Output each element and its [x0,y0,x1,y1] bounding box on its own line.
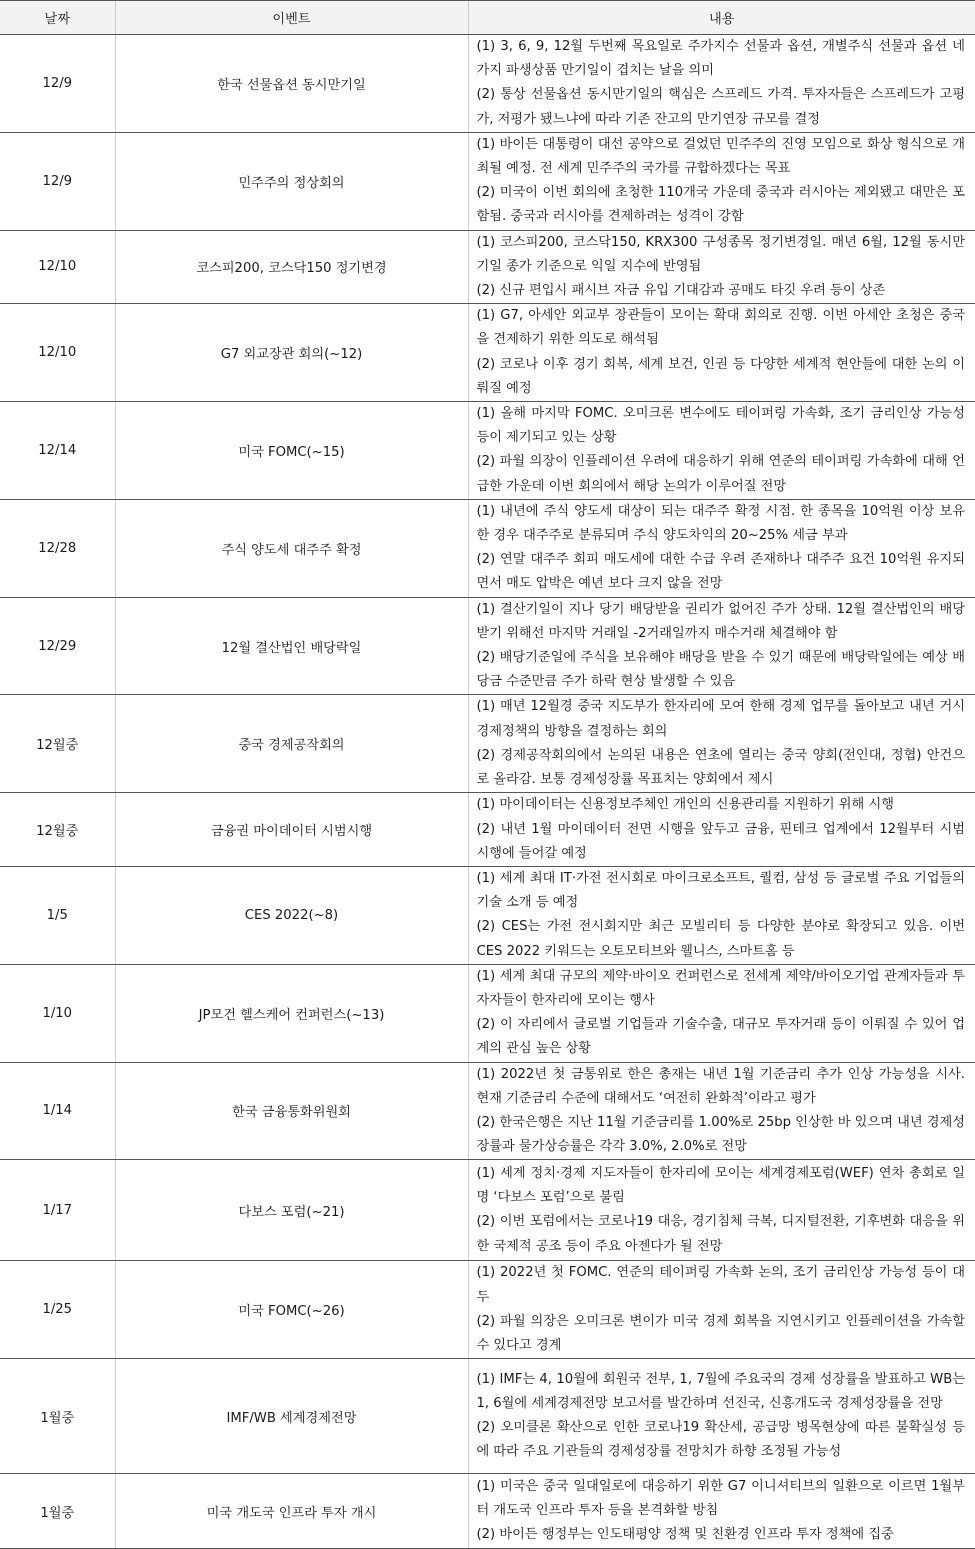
table-row [0,402,975,500]
row-event: 민주주의 정상회의 [115,132,468,230]
content-paragraph: (2) CES는 가전 전시회지만 최근 모빌리티 등 다양한 분야로 확장되고 있음. 이번 CES 2022 키워드는 오토모티브와 웰니스, 스마트홈 등 [476,919,965,959]
content-paragraph: (1) 올해 마지막 FOMC. 오미크론 변수에도 테이퍼링 가속화, 조기 금리인상 가능성 등이 제기되고 있는 상황 [476,406,965,446]
row-date: 12/9 [0,35,115,133]
content-paragraph: (1) 내년에 주식 양도세 대상이 되는 대주주 확정 시점. 한 종목을 10억원 이상 보유한 경우 대주주로 분류되며 주식 양도차익의 20~25% 세금 부과 [476,503,965,544]
table-row [0,1160,975,1261]
row-content [468,304,975,402]
table-row [0,1261,975,1359]
content-paragraph: (1) 매년 12월경 중국 지도부가 한자리에 모여 한해 경제 업무를 돌아보고 내년 거시경제정책의 방향을 결정하는 회의 [476,699,965,739]
row-date: 1/25 [0,1261,115,1359]
table-row [0,230,975,304]
content-paragraph: (2) 코로나 이후 경기 회복, 세계 보건, 인권 등 다양한 세계적 현안들에 대한 논의 이뤄질 예정 [476,356,965,396]
row-date: 12/14 [0,402,115,500]
row-date: 12/10 [0,230,115,304]
table-body [0,35,975,1549]
row-event: 금융권 마이데이터 시범시행 [115,793,468,867]
table-row [0,964,975,1062]
row-content [468,1359,975,1474]
content-paragraph: (2) 파월 의장은 오미크론 변이가 미국 경제 회복을 지연시키고 인플레이션을 가속할 수 있다고 경계 [476,1313,965,1353]
row-date: 12/10 [0,304,115,402]
row-content [468,1160,975,1261]
row-content [468,964,975,1062]
content-paragraph: (2) 배당기준일에 주식을 보유해야 배당을 받을 수 있기 때문에 배당락일에는 예상 배당금 수준만큼 주가 하락 현상 발생할 수 있음 [476,650,965,690]
row-event: 미국 FOMC(~26) [115,1261,468,1359]
row-content [468,695,975,793]
content-paragraph: (1) 바이든 대통령이 대선 공약으로 걸었던 민주주의 진영 모임으로 화상 형식으로 개최될 예정. 전 세계 민주주의 국가를 규합하겠다는 목표 [476,136,965,177]
table-row [0,1359,975,1474]
row-content [468,499,975,597]
row-event: 한국 선물옵션 동시만기일 [115,35,468,133]
row-event: 미국 개도국 인프라 투자 개시 [115,1474,468,1549]
row-content [468,230,975,304]
content-paragraph: (2) 이번 포럼에서는 코로나19 대응, 경기침체 극복, 디지털전환, 기후변화 대응을 위한 국제적 공조 등이 주요 아젠다가 될 전망 [476,1214,965,1254]
row-date: 1/14 [0,1062,115,1160]
content-paragraph: (1) 마이데이터는 신용정보주체인 개인의 신용관리를 지원하기 위해 시행 [476,797,894,813]
header-event: 이벤트 [115,1,468,35]
content-paragraph: (1) 결산기일이 지나 당기 배당받을 권리가 없어진 주가 상태. 12월 결산법인의 배당 받기 위해선 마지막 거래일 -2거래일까지 매수거래 체결해야 함 [476,601,965,641]
row-event: CES 2022(~8) [115,866,468,964]
row-date: 12/29 [0,597,115,695]
row-date: 1/10 [0,964,115,1062]
row-date: 12월중 [0,695,115,793]
content-paragraph: (2) 이 자리에서 글로벌 기업들과 기술수출, 대규모 투자거래 등이 이뤄질 수 있어 업계의 관심 높은 상황 [476,1017,965,1057]
content-paragraph: (2) 연말 대주주 회피 매도세에 대한 수급 우려 존재하나 대주주 요건 10억원 유지되면서 매도 압박은 예년 보다 크지 않을 전망 [476,552,965,592]
content-paragraph: (2) 오미클론 확산으로 인한 코로나19 확산세, 공급망 병목현상에 따른 불확실성 등에 따라 주요 기관들의 경제성장률 전망치가 하향 조정될 가능성 [476,1420,965,1460]
content-paragraph: (2) 한국은행은 지난 11월 기준금리를 1.00%로 25bp 인상한 바 있으며 내년 경제성장률과 물가상승률은 각각 3.0%, 2.0%로 전망 [476,1114,965,1155]
content-paragraph: (1) 2022년 첫 FOMC. 연준의 테이퍼링 가속화 논의, 조기 금리인상 가능성 등이 대두 [476,1265,965,1305]
content-paragraph: (2) 파월 의장이 인플레이션 우려에 대응하기 위해 연준의 테이퍼링 가속화에 대해 언급한 가운데 이번 회의에서 해당 논의가 이루어질 전망 [476,454,965,494]
row-content [468,1474,975,1549]
content-paragraph: (1) 3, 6, 9, 12월 두번째 목요일로 주가지수 선물과 옵션, 개별주식 선물과 옵션 네가지 파생상품 만기일이 겹치는 날을 의미 [476,39,965,79]
content-paragraph: (1) 2022년 첫 금통위로 한은 총재는 내년 1월 기준금리 추가 인상 가능성을 시사. 현재 기준금리 수준에 대해서도 ‘여전히 완화적’이라고 평가 [476,1066,965,1106]
table-row [0,793,975,867]
row-content [468,866,975,964]
content-paragraph: (2) 신규 편입시 패시브 자금 유입 기대감과 공매도 타깃 우려 등이 상존 [476,283,886,299]
row-event: 한국 금융통화위원회 [115,1062,468,1160]
table-row [0,304,975,402]
row-event: G7 외교장관 회의(~12) [115,304,468,402]
row-date: 1/17 [0,1160,115,1261]
row-content [468,35,975,133]
row-date: 1/5 [0,866,115,964]
table-header [0,1,975,35]
content-paragraph: (1) 미국은 중국 일대일로에 대응하기 위한 G7 이니셔티브의 일환으로 이르면 1월부터 개도국 인프라 투자 등을 본격화할 방침 [476,1478,965,1519]
content-paragraph: (2) 바이든 행정부는 인도태평양 정책 및 친환경 인프라 투자 정책에 집중 [476,1527,894,1543]
content-paragraph: (1) 세계 정치·경제 지도자들이 한자리에 모이는 세계경제포럼(WEF) 연차 총회로 일명 ‘다보스 포럼’으로 불림 [476,1165,965,1206]
content-paragraph: (2) 통상 선물옵션 동시만기일의 핵심은 스프레드 가격. 투자자들은 스프레드가 고평가, 저평가 됐느냐에 따라 기존 잔고의 만기연장 규모를 결정 [476,87,965,127]
table-row [0,132,975,230]
row-content [468,597,975,695]
row-event: 코스피200, 코스닥150 정기변경 [115,230,468,304]
row-date: 1월중 [0,1474,115,1549]
row-event: 미국 FOMC(~15) [115,402,468,500]
row-date: 12/28 [0,499,115,597]
row-event: 주식 양도세 대주주 확정 [115,499,468,597]
row-event: JP모건 헬스케어 컨퍼런스(~13) [115,964,468,1062]
content-paragraph: (1) 코스피200, 코스닥150, KRX300 구성종목 정기변경일. 매년 6월, 12월 동시만기일 종가 기준으로 익일 지수에 반영됨 [476,234,965,274]
content-paragraph: (1) 세계 최대 IT·가전 전시회로 마이크로소프트, 퀄컴, 삼성 등 글로벌 주요 기업들의 기술 소개 등 예정 [476,870,965,911]
content-paragraph: (1) 세계 최대 규모의 제약·바이오 컨퍼런스로 전세계 제약/바이오기업 관계자들과 투자자들이 한자리에 모이는 행사 [476,968,965,1008]
row-event: 중국 경제공작회의 [115,695,468,793]
content-paragraph: (2) 경제공작회의에서 논의된 내용은 연초에 열리는 중국 양회(전인대, 정협) 안건으로 올라감. 보통 경제성장률 목표치는 양회에서 제시 [476,747,965,788]
row-content [468,793,975,867]
row-content [468,132,975,230]
table-row [0,866,975,964]
content-paragraph: (2) 내년 1월 마이데이터 전면 시행을 앞두고 금융, 핀테크 업계에서 12월부터 시범시행에 들어갈 예정 [476,821,965,861]
row-event: IMF/WB 세계경제전망 [115,1359,468,1474]
content-paragraph: (1) G7, 아세안 외교부 장관들이 모이는 확대 회의로 진행. 이번 아세안 초청은 중국을 견제하기 위한 의도로 해석됨 [476,308,965,348]
content-paragraph: (1) IMF는 4, 10월에 회원국 전부, 1, 7월에 주요국의 경제 성장률을 발표하고 WB는 1, 6월에 세계경제전망 보고서를 발간하며 선진국, 신흥개도국 경제성장률을 전망 [476,1371,965,1411]
row-date: 12/9 [0,132,115,230]
table-row [0,499,975,597]
row-content [468,1062,975,1160]
table-row [0,1062,975,1160]
header-row [0,1,975,35]
row-event: 12월 결산법인 배당락일 [115,597,468,695]
row-date: 12월중 [0,793,115,867]
table-row [0,35,975,133]
row-content [468,402,975,500]
content-paragraph: (2) 미국이 이번 회의에 초청한 110개국 가운데 중국과 러시아는 제외됐고 대만은 포함됨. 중국과 러시아를 견제하려는 성격이 강함 [476,185,965,225]
header-content: 내용 [468,1,975,35]
row-content [468,1261,975,1359]
header-date: 날짜 [0,1,115,35]
table-row [0,597,975,695]
row-event: 다보스 포럼(~21) [115,1160,468,1261]
row-date: 1월중 [0,1359,115,1474]
table-row [0,1474,975,1549]
table-row [0,695,975,793]
